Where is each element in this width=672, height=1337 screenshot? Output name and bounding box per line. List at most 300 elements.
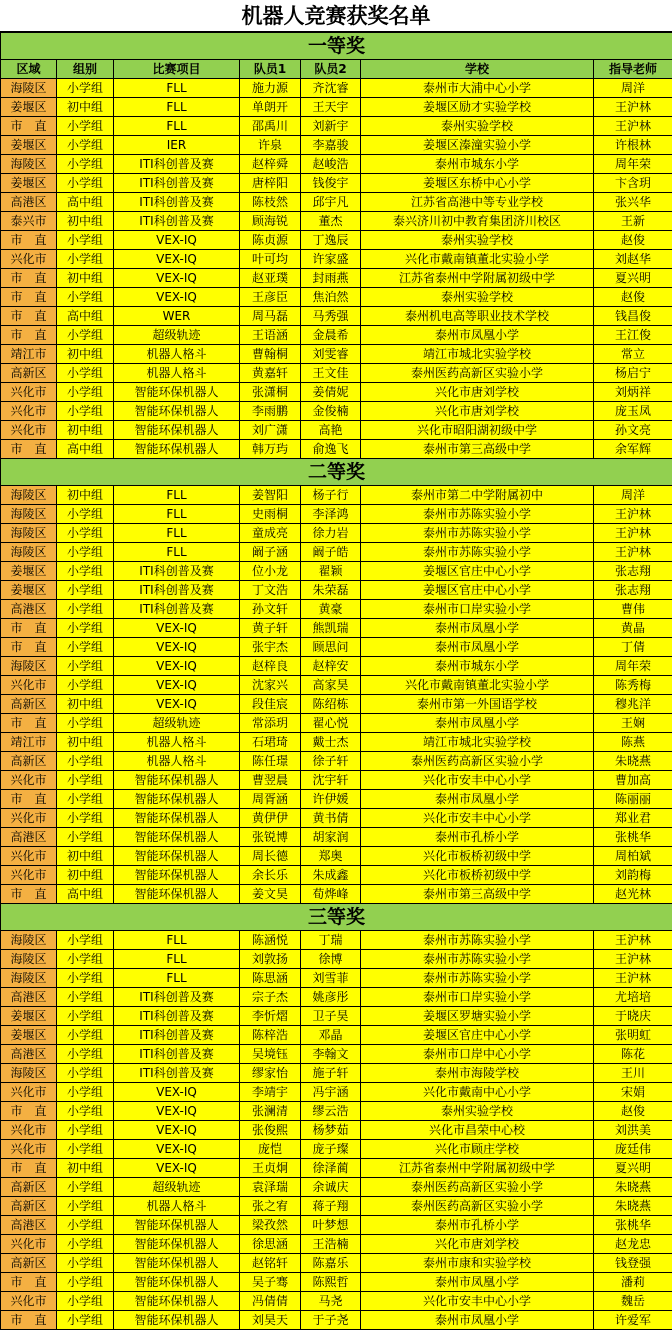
school-cell: 泰州市康和实验学校 [361,1254,594,1273]
member2-cell: 缪云浩 [301,1102,361,1121]
school-cell: 姜堰区罗塘实验小学 [361,1007,594,1026]
group-cell: 小学组 [57,1311,114,1330]
table-row [1,383,672,402]
teacher-cell: 杨启宁 [594,364,672,383]
group-cell: 小学组 [57,231,114,250]
member2-cell: 俞逸飞 [301,440,361,459]
group-cell: 小学组 [57,752,114,771]
school-cell: 泰州市海陵学校 [361,1064,594,1083]
member1-cell: 陈任璟 [240,752,301,771]
school-cell: 泰州市城东小学 [361,155,594,174]
member1-cell: 刘广潇 [240,421,301,440]
teacher-cell: 刘炳祥 [594,383,672,402]
member1-cell: 张之宥 [240,1197,301,1216]
school-cell: 兴化市唐刘学校 [361,402,594,421]
teacher-cell: 王娴 [594,714,672,733]
school-cell: 姜堰区官庄中心小学 [361,1026,594,1045]
group-cell: 小学组 [57,619,114,638]
group-cell: 小学组 [57,714,114,733]
member2-cell: 王天宇 [301,98,361,117]
table-row [1,885,672,904]
teacher-cell: 朱晓燕 [594,1178,672,1197]
event-cell: 智能环保机器人 [114,383,240,402]
table-row [1,1026,672,1045]
member1-cell: 施力源 [240,79,301,98]
event-cell: IER [114,136,240,155]
teacher-cell: 王川 [594,1064,672,1083]
member1-cell: 位小龙 [240,562,301,581]
group-cell: 小学组 [57,600,114,619]
school-cell: 泰州市凤凰小学 [361,790,594,809]
teacher-cell: 王新 [594,212,672,231]
event-cell: ITI科创普及赛 [114,988,240,1007]
district-cell: 兴化市 [1,676,57,695]
event-cell: ITI科创普及赛 [114,174,240,193]
group-cell: 小学组 [57,809,114,828]
event-cell: 机器人格斗 [114,752,240,771]
district-cell: 兴化市 [1,1121,57,1140]
event-cell: VEX-IQ [114,269,240,288]
table-row [1,969,672,988]
event-cell: VEX-IQ [114,619,240,638]
member2-cell: 马尧 [301,1292,361,1311]
table-row [1,440,672,459]
event-cell: ITI科创普及赛 [114,1007,240,1026]
district-cell: 姜堰区 [1,1007,57,1026]
member1-cell: 史雨桐 [240,505,301,524]
award-tier-label: 一等奖 [1,33,672,60]
group-cell: 小学组 [57,638,114,657]
group-cell: 小学组 [57,1197,114,1216]
group-cell: 初中组 [57,98,114,117]
member2-cell: 黄书倩 [301,809,361,828]
teacher-cell: 卞含玥 [594,174,672,193]
district-cell: 高港区 [1,600,57,619]
member2-cell: 徐力岩 [301,524,361,543]
school-cell: 泰州市凤凰小学 [361,714,594,733]
event-cell: FLL [114,486,240,505]
member1-cell: 陈枝然 [240,193,301,212]
event-cell: ITI科创普及赛 [114,212,240,231]
school-cell: 兴化市唐刘学校 [361,383,594,402]
school-cell: 江苏省泰州中学附属初级中学 [361,1159,594,1178]
header-row [1,60,672,79]
teacher-cell: 黄晶 [594,619,672,638]
table-row [1,505,672,524]
district-cell: 市 直 [1,307,57,326]
group-cell: 小学组 [57,288,114,307]
event-cell: ITI科创普及赛 [114,600,240,619]
table-row [1,771,672,790]
table-row [1,562,672,581]
district-cell: 高新区 [1,364,57,383]
member2-cell: 施子轩 [301,1064,361,1083]
school-cell: 兴化市唐刘学校 [361,1235,594,1254]
teacher-cell: 刘韵梅 [594,866,672,885]
member2-cell: 翟心悦 [301,714,361,733]
teacher-cell: 钱昌俊 [594,307,672,326]
table-row [1,1007,672,1026]
member2-cell: 高家昊 [301,676,361,695]
teacher-cell: 孙文亮 [594,421,672,440]
school-cell: 兴化市安丰中心小学 [361,1292,594,1311]
group-cell: 高中组 [57,193,114,212]
teacher-cell: 张明虹 [594,1026,672,1045]
school-cell: 靖江市城北实验学校 [361,345,594,364]
event-cell: ITI科创普及赛 [114,1064,240,1083]
event-cell: FLL [114,524,240,543]
group-cell: 小学组 [57,1216,114,1235]
district-cell: 姜堰区 [1,98,57,117]
group-cell: 初中组 [57,486,114,505]
member1-cell: 吴子骞 [240,1273,301,1292]
member2-cell: 阚子皓 [301,543,361,562]
event-cell: ITI科创普及赛 [114,1026,240,1045]
teacher-cell: 王沪林 [594,543,672,562]
teacher-cell: 王沪林 [594,950,672,969]
member1-cell: 常添玥 [240,714,301,733]
teacher-cell: 尤培培 [594,988,672,1007]
event-cell: 智能环保机器人 [114,828,240,847]
group-cell: 小学组 [57,524,114,543]
district-cell: 市 直 [1,117,57,136]
member1-cell: 李忻熠 [240,1007,301,1026]
member2-cell: 董杰 [301,212,361,231]
district-cell: 高新区 [1,695,57,714]
group-cell: 小学组 [57,1235,114,1254]
district-cell: 高新区 [1,1197,57,1216]
teacher-cell: 王沪林 [594,98,672,117]
table-row [1,543,672,562]
school-cell: 泰州医药高新区实验小学 [361,364,594,383]
member2-cell: 翟颖 [301,562,361,581]
member1-cell: 庞恺 [240,1140,301,1159]
table-row [1,657,672,676]
member2-cell: 荀烨峰 [301,885,361,904]
member2-cell: 戴士杰 [301,733,361,752]
school-cell: 兴化市板桥初级中学 [361,847,594,866]
member2-cell: 陈绍栋 [301,695,361,714]
district-cell: 市 直 [1,1311,57,1330]
district-cell: 姜堰区 [1,1026,57,1045]
member2-cell: 齐沈睿 [301,79,361,98]
member1-cell: 王语涵 [240,326,301,345]
event-cell: FLL [114,931,240,950]
member2-cell: 陈熙哲 [301,1273,361,1292]
member1-cell: 陈贞源 [240,231,301,250]
member1-cell: 曹翌晨 [240,771,301,790]
teacher-cell: 庞玉凤 [594,402,672,421]
school-cell: 泰州医药高新区实验小学 [361,752,594,771]
event-cell: 智能环保机器人 [114,402,240,421]
member2-cell: 王浩楠 [301,1235,361,1254]
event-cell: 智能环保机器人 [114,866,240,885]
group-cell: 初中组 [57,695,114,714]
group-cell: 初中组 [57,212,114,231]
event-cell: VEX-IQ [114,1102,240,1121]
member1-cell: 张澜清 [240,1102,301,1121]
member2-cell: 李翰文 [301,1045,361,1064]
table-row [1,98,672,117]
event-cell: VEX-IQ [114,638,240,657]
school-cell: 姜堰区溱潼实验小学 [361,136,594,155]
district-cell: 高港区 [1,1216,57,1235]
member2-cell: 许伊媛 [301,790,361,809]
event-cell: 机器人格斗 [114,364,240,383]
district-cell: 高港区 [1,193,57,212]
table-row [1,752,672,771]
teacher-cell: 张桃华 [594,828,672,847]
group-cell: 小学组 [57,1140,114,1159]
teacher-cell: 赵俊 [594,1102,672,1121]
member1-cell: 黄伊伊 [240,809,301,828]
member2-cell: 朱成鑫 [301,866,361,885]
member1-cell: 黄子轩 [240,619,301,638]
district-cell: 海陵区 [1,486,57,505]
member2-cell: 沈宇轩 [301,771,361,790]
event-cell: 超级轨迹 [114,714,240,733]
table-row [1,79,672,98]
table-row [1,174,672,193]
member1-cell: 吴境钰 [240,1045,301,1064]
teacher-cell: 常立 [594,345,672,364]
school-cell: 兴化市戴南镇董北实验小学 [361,250,594,269]
award-tier-label: 二等奖 [1,459,672,486]
district-cell: 靖江市 [1,733,57,752]
district-cell: 兴化市 [1,402,57,421]
district-cell: 市 直 [1,619,57,638]
member1-cell: 丁文浩 [240,581,301,600]
district-cell: 兴化市 [1,1292,57,1311]
table-row [1,421,672,440]
group-cell: 小学组 [57,657,114,676]
event-cell: 超级轨迹 [114,326,240,345]
district-cell: 市 直 [1,638,57,657]
event-cell: 智能环保机器人 [114,1311,240,1330]
member1-cell: 张宇杰 [240,638,301,657]
district-cell: 兴化市 [1,1235,57,1254]
district-cell: 靖江市 [1,345,57,364]
teacher-cell: 朱晓燕 [594,752,672,771]
member2-cell: 刘雯睿 [301,345,361,364]
school-cell: 泰州医药高新区实验小学 [361,1197,594,1216]
member1-cell: 韩万玙 [240,440,301,459]
group-cell: 初中组 [57,269,114,288]
event-cell: 智能环保机器人 [114,1254,240,1273]
event-cell: ITI科创普及赛 [114,581,240,600]
member1-cell: 张俊熙 [240,1121,301,1140]
member1-cell: 缪家怡 [240,1064,301,1083]
table-row [1,193,672,212]
district-cell: 市 直 [1,326,57,345]
event-cell: 超级轨迹 [114,1178,240,1197]
table-row [1,1045,672,1064]
group-cell: 小学组 [57,828,114,847]
district-cell: 姜堰区 [1,136,57,155]
group-cell: 小学组 [57,79,114,98]
teacher-cell: 赵俊 [594,231,672,250]
member1-cell: 单朗开 [240,98,301,117]
school-cell: 泰州市第三高级中学 [361,440,594,459]
group-cell: 小学组 [57,1121,114,1140]
member2-cell: 余诚庆 [301,1178,361,1197]
group-cell: 小学组 [57,562,114,581]
school-cell: 姜堰区官庄中心小学 [361,562,594,581]
member1-cell: 梁孜然 [240,1216,301,1235]
table-row [1,1254,672,1273]
table-row [1,695,672,714]
member2-cell: 徐子轩 [301,752,361,771]
member1-cell: 陈梓浩 [240,1026,301,1045]
district-cell: 海陵区 [1,931,57,950]
table-row [1,326,672,345]
member2-cell: 金晨希 [301,326,361,345]
member1-cell: 冯倩倩 [240,1292,301,1311]
event-cell: 机器人格斗 [114,345,240,364]
teacher-cell: 曹加高 [594,771,672,790]
teacher-cell: 郑业君 [594,809,672,828]
teacher-cell: 王沪林 [594,117,672,136]
table-row [1,155,672,174]
school-cell: 泰州市苏陈实验小学 [361,950,594,969]
district-cell: 泰兴市 [1,212,57,231]
district-cell: 高港区 [1,1045,57,1064]
district-cell: 姜堰区 [1,562,57,581]
school-cell: 泰州市凤凰小学 [361,326,594,345]
table-row [1,524,672,543]
district-cell: 市 直 [1,1102,57,1121]
teacher-cell: 陈花 [594,1045,672,1064]
school-cell: 江苏省高港中等专业学校 [361,193,594,212]
district-cell: 姜堰区 [1,581,57,600]
district-cell: 兴化市 [1,809,57,828]
teacher-cell: 张桃华 [594,1216,672,1235]
member2-cell: 胡家润 [301,828,361,847]
teacher-cell: 周洋 [594,486,672,505]
teacher-cell: 夏兴明 [594,269,672,288]
group-cell: 小学组 [57,505,114,524]
event-cell: VEX-IQ [114,695,240,714]
award-table-body [1,33,672,1330]
group-cell: 小学组 [57,117,114,136]
teacher-cell: 王江俊 [594,326,672,345]
member1-cell: 阚子涵 [240,543,301,562]
group-cell: 小学组 [57,1178,114,1197]
school-cell: 泰州市凤凰小学 [361,619,594,638]
member1-cell: 顾海锐 [240,212,301,231]
school-cell: 泰州市凤凰小学 [361,1311,594,1330]
group-cell: 小学组 [57,1254,114,1273]
event-cell: VEX-IQ [114,231,240,250]
school-cell: 靖江市城北实验学校 [361,733,594,752]
member2-cell: 叶梦想 [301,1216,361,1235]
event-cell: VEX-IQ [114,1159,240,1178]
member1-cell: 周马磊 [240,307,301,326]
school-cell: 泰州市苏陈实验小学 [361,505,594,524]
district-cell: 兴化市 [1,866,57,885]
table-row [1,828,672,847]
district-cell: 市 直 [1,231,57,250]
group-cell: 小学组 [57,1007,114,1026]
district-cell: 高港区 [1,988,57,1007]
district-cell: 兴化市 [1,771,57,790]
teacher-cell: 潘莉 [594,1273,672,1292]
school-cell: 泰州市口岸实验小学 [361,600,594,619]
member1-cell: 刘敦扬 [240,950,301,969]
teacher-cell: 许爱军 [594,1311,672,1330]
member1-cell: 王彦臣 [240,288,301,307]
school-cell: 泰州市凤凰小学 [361,638,594,657]
group-cell: 高中组 [57,885,114,904]
member2-cell: 丁逸辰 [301,231,361,250]
award-tier-label: 三等奖 [1,904,672,931]
teacher-cell: 夏兴明 [594,1159,672,1178]
table-row [1,486,672,505]
table-row [1,1311,672,1330]
school-cell: 泰州实验学校 [361,231,594,250]
district-cell: 兴化市 [1,847,57,866]
school-cell: 泰州实验学校 [361,117,594,136]
member1-cell: 唐梓阳 [240,174,301,193]
school-cell: 泰州机电高等职业技术学校 [361,307,594,326]
teacher-cell: 张兴华 [594,193,672,212]
member1-cell: 赵铭轩 [240,1254,301,1273]
event-cell: VEX-IQ [114,676,240,695]
member1-cell: 余长乐 [240,866,301,885]
teacher-cell: 张志翔 [594,581,672,600]
event-cell: FLL [114,969,240,988]
school-cell: 姜堰区东桥中心小学 [361,174,594,193]
table-row [1,307,672,326]
award-tier-row [1,904,672,931]
member2-cell: 黄豪 [301,600,361,619]
district-cell: 高港区 [1,828,57,847]
table-row [1,988,672,1007]
district-cell: 兴化市 [1,1083,57,1102]
member1-cell: 叶可均 [240,250,301,269]
table-row [1,250,672,269]
district-cell: 市 直 [1,790,57,809]
school-cell: 兴化市昌荣中心校 [361,1121,594,1140]
member2-cell: 马秀强 [301,307,361,326]
school-cell: 泰州市苏陈实验小学 [361,524,594,543]
event-cell: VEX-IQ [114,288,240,307]
table-row [1,1273,672,1292]
group-cell: 小学组 [57,136,114,155]
school-cell: 泰州市第二中学附属初中 [361,486,594,505]
member2-cell: 郑奥 [301,847,361,866]
teacher-cell: 魏岳 [594,1292,672,1311]
table-row [1,1064,672,1083]
member2-cell: 邱宇凡 [301,193,361,212]
table-row [1,619,672,638]
table-row [1,847,672,866]
member2-cell: 蒋子翔 [301,1197,361,1216]
member1-cell: 刘昊天 [240,1311,301,1330]
group-cell: 小学组 [57,155,114,174]
member1-cell: 石珺琦 [240,733,301,752]
district-cell: 海陵区 [1,155,57,174]
district-cell: 海陵区 [1,79,57,98]
member2-cell: 杨梦茹 [301,1121,361,1140]
member1-cell: 赵梓良 [240,657,301,676]
event-cell: ITI科创普及赛 [114,562,240,581]
group-cell: 小学组 [57,174,114,193]
member1-cell: 沈家兴 [240,676,301,695]
group-cell: 小学组 [57,950,114,969]
member1-cell: 姜智阳 [240,486,301,505]
group-cell: 小学组 [57,969,114,988]
